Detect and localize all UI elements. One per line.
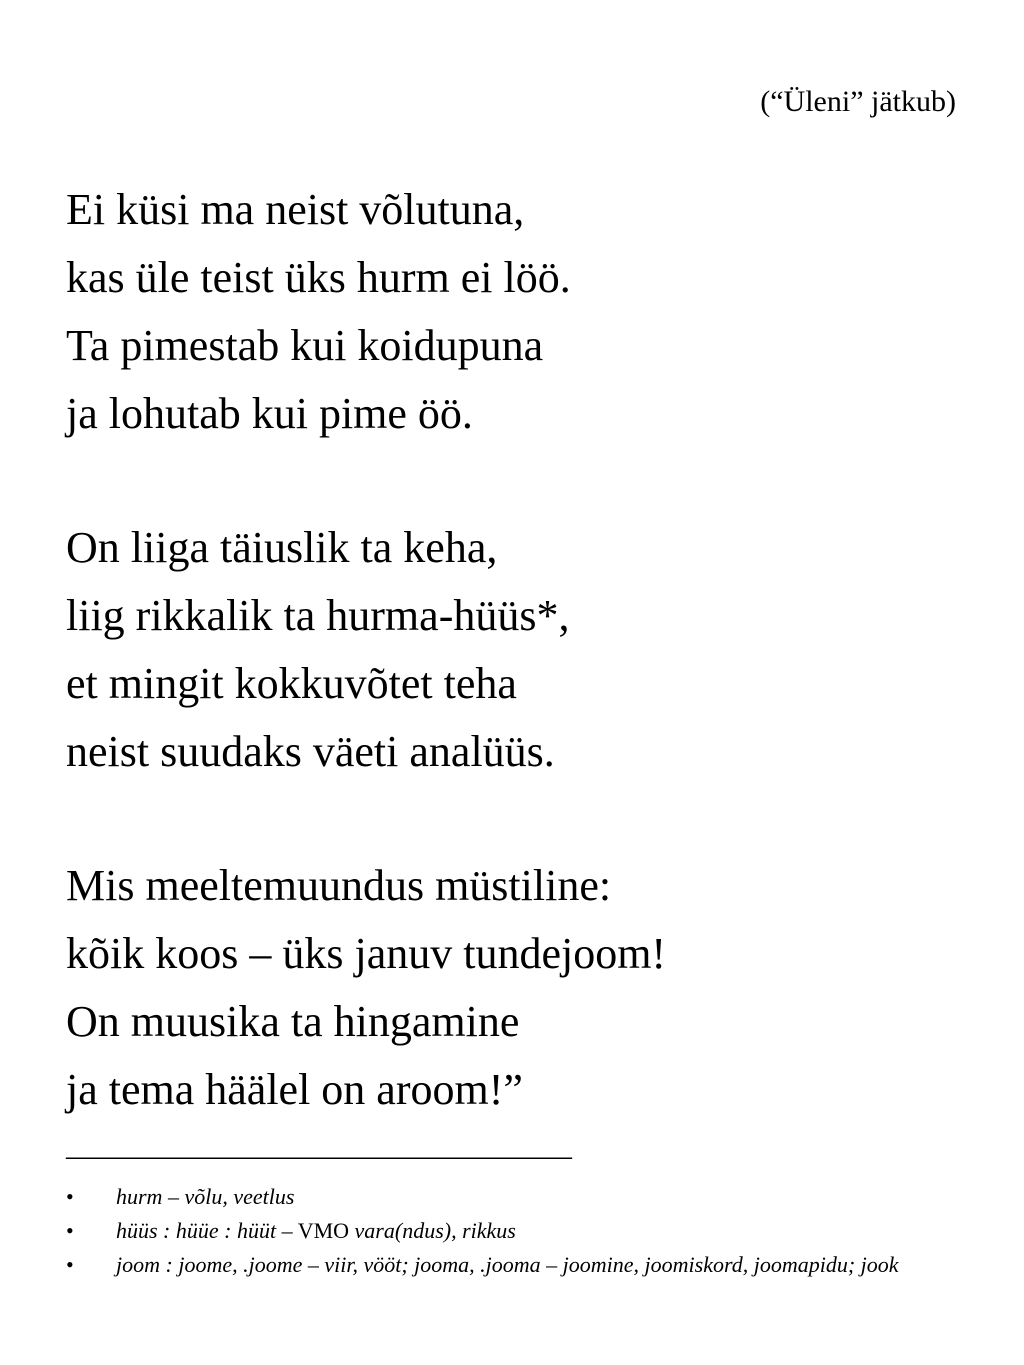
footnote-item [66,1184,966,1210]
poem-line: ja lohutab kui pime öö. [66,389,473,438]
footnote-definition: vara(ndus), rikkus [354,1218,516,1243]
footnote-text: joom : joome, .joome – viir, vööt; jooma, .jooma – joomine, joomiskord, joomapidu; jook [116,1252,899,1277]
footnote-item [66,1218,966,1244]
footnote-item [66,1252,966,1278]
footnote-separator: —————————————————— [66,1139,570,1172]
footnote-text: hurm – võlu, veetlus [116,1184,295,1209]
poem-line: et mingit kokkuvõtet teha [66,659,517,708]
poem-line: On liiga täiuslik ta keha, [66,523,498,572]
stanza-2 [66,514,986,786]
bullet-icon: • [66,1218,74,1243]
footnote-abbrev: VMO [292,1218,355,1243]
poem-line: kõik koos – üks januv tundejoom! [66,929,667,978]
bullet-icon: • [66,1184,74,1209]
footnotes-list [66,1184,966,1286]
stanza-1 [66,176,986,448]
poem-line: ja tema häälel on aroom!” [66,1065,523,1114]
poem-line: Mis meeltemuundus müstiline: [66,861,612,910]
poem-line: kas üle teist üks hurm ei löö. [66,253,571,302]
poem-line: Ei küsi ma neist võlutuna, [66,185,525,234]
bullet-icon: • [66,1252,74,1277]
stanza-3 [66,852,986,1124]
poem-line: On muusika ta hingamine [66,997,520,1046]
poem-line: liig rikkalik ta hurma-hüüs*, [66,591,570,640]
poem-line: Ta pimestab kui koidupuna [66,321,544,370]
poem-line: neist suudaks väeti analüüs. [66,727,555,776]
poem [66,176,986,1124]
continuation-note: (“Üleni” jätkub) [760,85,956,118]
footnote-term: hüüs : hüüe : hüüt – [116,1218,293,1243]
